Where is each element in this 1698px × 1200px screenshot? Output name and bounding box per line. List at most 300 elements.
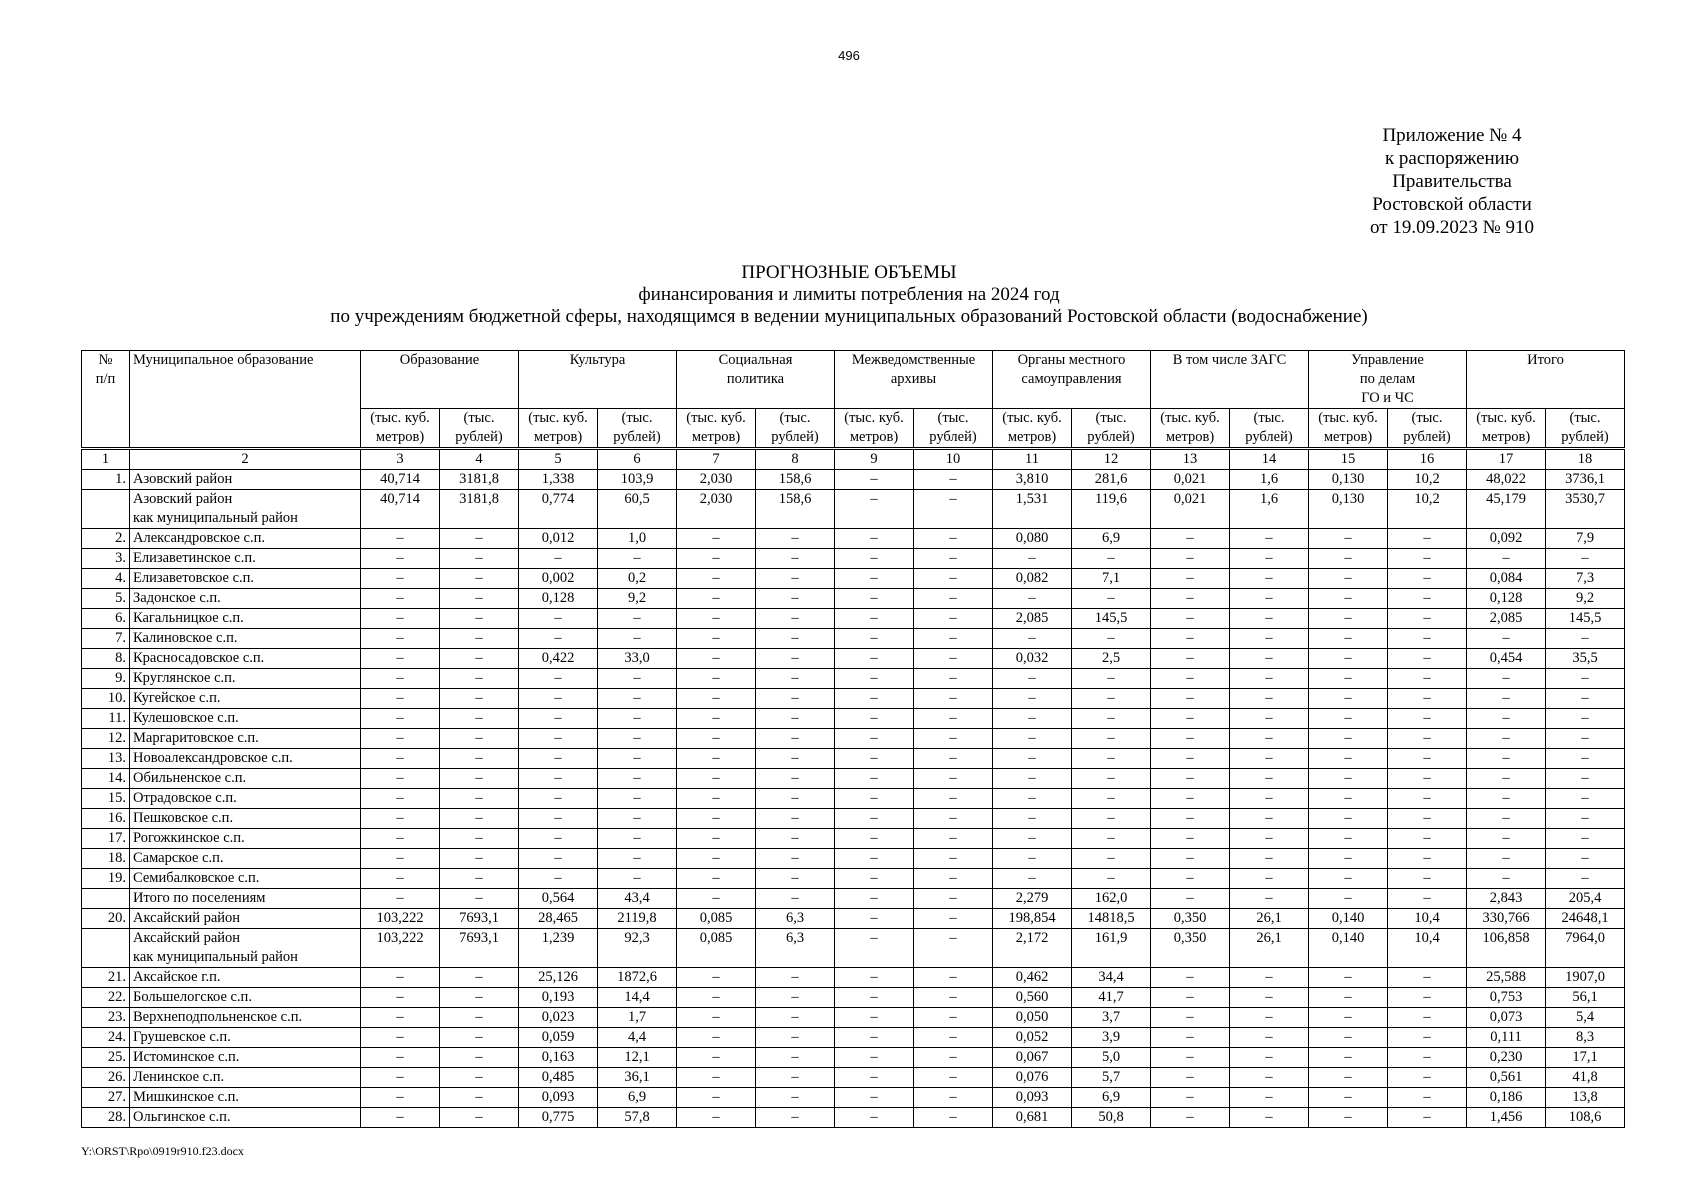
value-cell: 0,560 — [993, 988, 1072, 1008]
value-cell: 2,5 — [1072, 649, 1151, 669]
value-cell: 7693,1 — [440, 929, 519, 968]
municipality-name: Кулешовское с.п. — [130, 709, 361, 729]
value-cell: 14,4 — [598, 988, 677, 1008]
value-cell: – — [756, 529, 835, 549]
value-cell: 0,564 — [519, 889, 598, 909]
value-cell: – — [835, 729, 914, 749]
value-cell: 2,085 — [1467, 609, 1546, 629]
value-cell: 0,021 — [1151, 490, 1230, 529]
value-cell: – — [677, 809, 756, 829]
value-cell: – — [1230, 669, 1309, 689]
header-group: Культура — [519, 351, 677, 409]
value-cell: – — [598, 749, 677, 769]
appendix-line: от 19.09.2023 № 910 — [1370, 217, 1534, 238]
value-cell: – — [1309, 609, 1388, 629]
value-cell: – — [1151, 849, 1230, 869]
value-cell: – — [1309, 849, 1388, 869]
value-cell: – — [677, 1008, 756, 1028]
value-cell: 119,6 — [1072, 490, 1151, 529]
value-cell: – — [1072, 729, 1151, 749]
value-cell: – — [756, 869, 835, 889]
value-cell: – — [1151, 988, 1230, 1008]
value-cell: – — [677, 749, 756, 769]
value-cell: – — [914, 629, 993, 649]
value-cell: – — [993, 849, 1072, 869]
value-cell: – — [914, 829, 993, 849]
value-cell: 7693,1 — [440, 909, 519, 929]
value-cell: – — [1230, 1048, 1309, 1068]
value-cell: 2,843 — [1467, 889, 1546, 909]
value-cell: – — [1388, 809, 1467, 829]
value-cell: 1,6 — [1230, 470, 1309, 490]
value-cell: 0,032 — [993, 649, 1072, 669]
value-cell: 0,050 — [993, 1008, 1072, 1028]
header-unit-money: (тыс. рублей) — [440, 409, 519, 449]
header-unit-money: (тыс. рублей) — [1072, 409, 1151, 449]
value-cell: – — [1388, 549, 1467, 569]
value-cell: 3530,7 — [1546, 490, 1625, 529]
value-cell: – — [835, 629, 914, 649]
table-body — [82, 449, 1625, 1128]
value-cell: – — [1309, 569, 1388, 589]
value-cell: – — [1151, 829, 1230, 849]
column-number: 10 — [914, 449, 993, 470]
value-cell: – — [914, 769, 993, 789]
header-group: Межведомственные архивы — [835, 351, 993, 409]
row-number: 15. — [82, 789, 130, 809]
table-header — [82, 351, 1625, 449]
value-cell: 158,6 — [756, 470, 835, 490]
municipality-name: Пешковское с.п. — [130, 809, 361, 829]
value-cell: 0,561 — [1467, 1068, 1546, 1088]
value-cell: 3736,1 — [1546, 470, 1625, 490]
value-cell: – — [1309, 709, 1388, 729]
municipality-name: Азовский район — [130, 470, 361, 490]
municipality-name: Елизаветинское с.п. — [130, 549, 361, 569]
value-cell: – — [1309, 1108, 1388, 1128]
value-cell: – — [519, 689, 598, 709]
value-cell: 5,7 — [1072, 1068, 1151, 1088]
municipality-name: Ленинское с.п. — [130, 1068, 361, 1088]
value-cell: – — [835, 649, 914, 669]
column-number: 15 — [1309, 449, 1388, 470]
value-cell: – — [756, 769, 835, 789]
value-cell: 8,3 — [1546, 1028, 1625, 1048]
value-cell: – — [1072, 549, 1151, 569]
table-row — [82, 669, 1625, 689]
value-cell: – — [361, 968, 440, 988]
value-cell: – — [1151, 749, 1230, 769]
value-cell: – — [835, 669, 914, 689]
value-cell: – — [677, 1048, 756, 1068]
value-cell: – — [1309, 809, 1388, 829]
value-cell: – — [1309, 649, 1388, 669]
value-cell: – — [1230, 849, 1309, 869]
value-cell: 145,5 — [1546, 609, 1625, 629]
value-cell: – — [598, 709, 677, 729]
value-cell: – — [598, 809, 677, 829]
value-cell: – — [361, 709, 440, 729]
row-number: 21. — [82, 968, 130, 988]
value-cell: 0,454 — [1467, 649, 1546, 669]
value-cell: – — [440, 1048, 519, 1068]
value-cell: – — [440, 1068, 519, 1088]
value-cell: 198,854 — [993, 909, 1072, 929]
value-cell: – — [1467, 769, 1546, 789]
table-row — [82, 909, 1625, 929]
value-cell: – — [1388, 769, 1467, 789]
value-cell: 0,140 — [1309, 929, 1388, 968]
value-cell: – — [914, 689, 993, 709]
row-number: 3. — [82, 549, 130, 569]
value-cell: – — [835, 490, 914, 529]
value-cell: – — [598, 789, 677, 809]
value-cell: – — [361, 689, 440, 709]
value-cell: – — [598, 829, 677, 849]
value-cell: – — [677, 589, 756, 609]
value-cell: – — [1230, 1008, 1309, 1028]
value-cell: – — [835, 709, 914, 729]
value-cell: 57,8 — [598, 1108, 677, 1128]
value-cell: 145,5 — [1072, 609, 1151, 629]
value-cell: – — [756, 1048, 835, 1068]
value-cell: – — [993, 809, 1072, 829]
value-cell: – — [914, 889, 993, 909]
value-cell: 0,002 — [519, 569, 598, 589]
value-cell: – — [756, 649, 835, 669]
row-number: 8. — [82, 649, 130, 669]
value-cell: 0,130 — [1309, 470, 1388, 490]
value-cell: – — [361, 629, 440, 649]
value-cell: 92,3 — [598, 929, 677, 968]
row-number: 25. — [82, 1048, 130, 1068]
value-cell: – — [1467, 789, 1546, 809]
value-cell: 0,092 — [1467, 529, 1546, 549]
value-cell: – — [1230, 749, 1309, 769]
value-cell: 6,9 — [598, 1088, 677, 1108]
value-cell: – — [1230, 569, 1309, 589]
value-cell: – — [1546, 669, 1625, 689]
value-cell: 50,8 — [1072, 1108, 1151, 1128]
value-cell: – — [361, 749, 440, 769]
value-cell: – — [440, 1008, 519, 1028]
value-cell: – — [519, 809, 598, 829]
value-cell: 1,6 — [1230, 490, 1309, 529]
value-cell: 6,3 — [756, 929, 835, 968]
table-row — [82, 849, 1625, 869]
table-row — [82, 729, 1625, 749]
value-cell: – — [440, 529, 519, 549]
value-cell: – — [440, 889, 519, 909]
municipality-name: Истоминское с.п. — [130, 1048, 361, 1068]
value-cell: – — [361, 1048, 440, 1068]
value-cell: – — [914, 1028, 993, 1048]
value-cell: 10,4 — [1388, 929, 1467, 968]
value-cell: 33,0 — [598, 649, 677, 669]
row-number: 22. — [82, 988, 130, 1008]
column-number: 6 — [598, 449, 677, 470]
value-cell: – — [1230, 529, 1309, 549]
value-cell: – — [914, 749, 993, 769]
municipality-name: Задонское с.п. — [130, 589, 361, 609]
value-cell: 0,052 — [993, 1028, 1072, 1048]
value-cell: 9,2 — [598, 589, 677, 609]
value-cell: 3181,8 — [440, 470, 519, 490]
value-cell: – — [440, 1088, 519, 1108]
value-cell: 0,085 — [677, 909, 756, 929]
value-cell: – — [1309, 1028, 1388, 1048]
title-line: финансирования и лимиты потребления на 2024 год — [638, 284, 1060, 305]
value-cell: – — [756, 829, 835, 849]
value-cell: – — [835, 849, 914, 869]
value-cell: – — [914, 529, 993, 549]
value-cell: – — [361, 988, 440, 1008]
value-cell: – — [1151, 869, 1230, 889]
value-cell: – — [1388, 849, 1467, 869]
value-cell: 158,6 — [756, 490, 835, 529]
value-cell: – — [598, 629, 677, 649]
value-cell: – — [835, 789, 914, 809]
value-cell: – — [1388, 729, 1467, 749]
value-cell: – — [1546, 869, 1625, 889]
value-cell: – — [993, 589, 1072, 609]
value-cell: 0,084 — [1467, 569, 1546, 589]
value-cell: 2,085 — [993, 609, 1072, 629]
row-number: 27. — [82, 1088, 130, 1108]
value-cell: – — [598, 849, 677, 869]
value-cell: – — [1309, 749, 1388, 769]
value-cell: – — [361, 609, 440, 629]
value-cell: 40,714 — [361, 490, 440, 529]
value-cell: 1,7 — [598, 1008, 677, 1028]
value-cell: 10,2 — [1388, 490, 1467, 529]
value-cell: – — [1309, 669, 1388, 689]
value-cell: – — [1388, 789, 1467, 809]
document-title — [0, 262, 1698, 328]
value-cell: – — [1230, 789, 1309, 809]
value-cell: 1907,0 — [1546, 968, 1625, 988]
row-number: 11. — [82, 709, 130, 729]
value-cell: – — [993, 749, 1072, 769]
value-cell: – — [914, 1108, 993, 1128]
table-row — [82, 470, 1625, 490]
value-cell: – — [1309, 769, 1388, 789]
value-cell: – — [361, 669, 440, 689]
row-number: 16. — [82, 809, 130, 829]
value-cell: – — [835, 609, 914, 629]
value-cell: – — [677, 789, 756, 809]
value-cell: 0,462 — [993, 968, 1072, 988]
value-cell: 0,193 — [519, 988, 598, 1008]
value-cell: – — [361, 889, 440, 909]
column-number: 17 — [1467, 449, 1546, 470]
value-cell: – — [1467, 849, 1546, 869]
value-cell: 5,0 — [1072, 1048, 1151, 1068]
value-cell: – — [677, 1108, 756, 1128]
value-cell: 43,4 — [598, 889, 677, 909]
row-number: 13. — [82, 749, 130, 769]
value-cell: 41,8 — [1546, 1068, 1625, 1088]
value-cell: – — [1151, 1008, 1230, 1028]
value-cell: – — [519, 609, 598, 629]
value-cell: – — [756, 889, 835, 909]
value-cell: 12,1 — [598, 1048, 677, 1068]
table-row — [82, 889, 1625, 909]
value-cell: – — [1151, 649, 1230, 669]
value-cell: – — [756, 749, 835, 769]
value-cell: – — [1309, 529, 1388, 549]
value-cell: 2,279 — [993, 889, 1072, 909]
value-cell: – — [1388, 669, 1467, 689]
row-number: 18. — [82, 849, 130, 869]
value-cell: – — [1151, 809, 1230, 829]
value-cell: – — [1151, 1088, 1230, 1108]
value-cell: 1,338 — [519, 470, 598, 490]
value-cell: – — [835, 769, 914, 789]
table-row — [82, 629, 1625, 649]
value-cell: – — [519, 869, 598, 889]
value-cell: 6,9 — [1072, 529, 1151, 549]
value-cell: – — [1309, 729, 1388, 749]
municipality-name: Круглянское с.п. — [130, 669, 361, 689]
value-cell: – — [361, 529, 440, 549]
value-cell: – — [1309, 829, 1388, 849]
value-cell: 0,012 — [519, 529, 598, 549]
value-cell: – — [1467, 869, 1546, 889]
value-cell: – — [1546, 729, 1625, 749]
table-row — [82, 1108, 1625, 1128]
value-cell: – — [756, 589, 835, 609]
value-cell: – — [914, 549, 993, 569]
value-cell: – — [598, 669, 677, 689]
table-row — [82, 749, 1625, 769]
column-number: 7 — [677, 449, 756, 470]
value-cell: – — [1467, 709, 1546, 729]
municipality-name: Рогожкинское с.п. — [130, 829, 361, 849]
value-cell: – — [756, 968, 835, 988]
value-cell: – — [1309, 889, 1388, 909]
value-cell: – — [993, 829, 1072, 849]
municipality-name: Маргаритовское с.п. — [130, 729, 361, 749]
value-cell: – — [677, 968, 756, 988]
value-cell: – — [835, 470, 914, 490]
value-cell: 3,810 — [993, 470, 1072, 490]
value-cell: 13,8 — [1546, 1088, 1625, 1108]
value-cell: – — [440, 1028, 519, 1048]
value-cell: – — [1309, 1008, 1388, 1028]
value-cell: – — [914, 490, 993, 529]
value-cell: – — [1388, 829, 1467, 849]
value-cell: – — [1072, 849, 1151, 869]
row-number: 9. — [82, 669, 130, 689]
value-cell: 0,093 — [519, 1088, 598, 1108]
value-cell: – — [1072, 749, 1151, 769]
value-cell: – — [677, 609, 756, 629]
value-cell: – — [361, 1088, 440, 1108]
value-cell: – — [677, 1088, 756, 1108]
table-row — [82, 689, 1625, 709]
budget-table-container — [81, 350, 1625, 1128]
municipality-name: Елизаветовское с.п. — [130, 569, 361, 589]
row-number: 17. — [82, 829, 130, 849]
value-cell: 2,172 — [993, 929, 1072, 968]
value-cell: – — [677, 829, 756, 849]
value-cell: – — [1072, 689, 1151, 709]
value-cell: – — [1388, 869, 1467, 889]
value-cell: – — [1151, 968, 1230, 988]
value-cell: – — [1151, 609, 1230, 629]
value-cell: 0,023 — [519, 1008, 598, 1028]
value-cell: – — [914, 569, 993, 589]
value-cell: – — [1388, 589, 1467, 609]
value-cell: – — [993, 729, 1072, 749]
value-cell: – — [756, 809, 835, 829]
value-cell: 0,422 — [519, 649, 598, 669]
value-cell: 0,163 — [519, 1048, 598, 1068]
value-cell: – — [1388, 1048, 1467, 1068]
value-cell: – — [440, 649, 519, 669]
value-cell: 103,222 — [361, 909, 440, 929]
value-cell: 108,6 — [1546, 1108, 1625, 1128]
value-cell: – — [1151, 689, 1230, 709]
municipality-name: Большелогское с.п. — [130, 988, 361, 1008]
value-cell: – — [1230, 649, 1309, 669]
value-cell: – — [1151, 569, 1230, 589]
value-cell: – — [993, 549, 1072, 569]
value-cell: – — [993, 869, 1072, 889]
value-cell: – — [756, 988, 835, 1008]
column-numbers-row — [82, 449, 1625, 470]
value-cell: – — [1309, 689, 1388, 709]
row-number: 7. — [82, 629, 130, 649]
value-cell: – — [756, 789, 835, 809]
value-cell: 0,350 — [1151, 929, 1230, 968]
value-cell: – — [519, 629, 598, 649]
value-cell: – — [1151, 709, 1230, 729]
table-row — [82, 1008, 1625, 1028]
table-row — [82, 789, 1625, 809]
value-cell: – — [440, 729, 519, 749]
value-cell: – — [440, 789, 519, 809]
row-number: 26. — [82, 1068, 130, 1088]
value-cell: – — [1151, 889, 1230, 909]
value-cell: 0,774 — [519, 490, 598, 529]
value-cell: – — [519, 769, 598, 789]
value-cell: 0,076 — [993, 1068, 1072, 1088]
value-cell: 24648,1 — [1546, 909, 1625, 929]
value-cell: – — [993, 769, 1072, 789]
municipality-name: Мишкинское с.п. — [130, 1088, 361, 1108]
value-cell: 161,9 — [1072, 929, 1151, 968]
header-unit-volume: (тыс. куб. метров) — [361, 409, 440, 449]
value-cell: – — [440, 769, 519, 789]
value-cell: – — [835, 749, 914, 769]
value-cell: 0,073 — [1467, 1008, 1546, 1028]
value-cell: – — [440, 809, 519, 829]
value-cell: – — [756, 689, 835, 709]
value-cell: – — [914, 1008, 993, 1028]
header-group: Итого — [1467, 351, 1625, 409]
value-cell: – — [677, 529, 756, 549]
value-cell: – — [993, 629, 1072, 649]
value-cell: 0,059 — [519, 1028, 598, 1048]
value-cell: – — [677, 988, 756, 1008]
column-number: 14 — [1230, 449, 1309, 470]
value-cell: 0,2 — [598, 569, 677, 589]
table-row — [82, 968, 1625, 988]
value-cell: – — [1388, 569, 1467, 589]
table-row — [82, 1088, 1625, 1108]
